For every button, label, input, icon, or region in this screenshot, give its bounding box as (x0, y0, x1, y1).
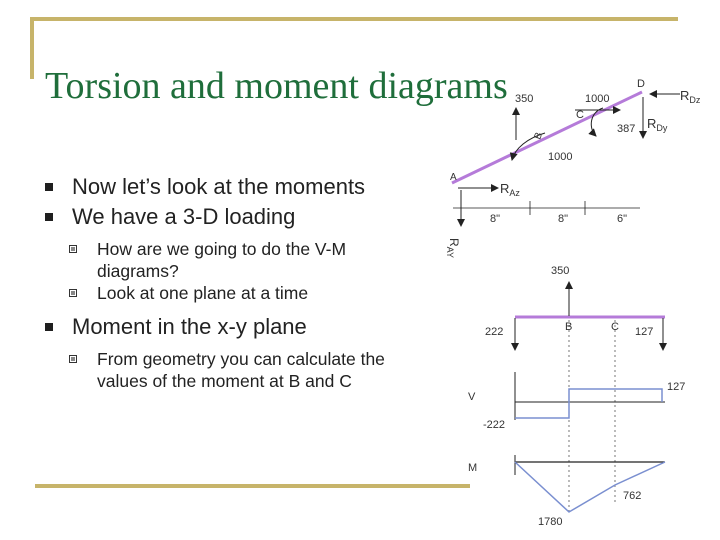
load-350-label: 350 (551, 265, 570, 277)
slide-title: Torsion and moment diagrams (45, 65, 508, 107)
force-1000-label: 1000 (585, 93, 610, 105)
shear-line (515, 389, 662, 418)
point-c-label: C (611, 321, 619, 333)
point-b-label: B (565, 321, 573, 333)
moment-line (515, 462, 665, 512)
label-d: D (637, 78, 645, 90)
load-127-label: 127 (635, 326, 654, 338)
dim-label-2: 8" (558, 213, 569, 225)
label-c: C (576, 109, 584, 121)
force-350-label: 350 (515, 93, 534, 105)
shaft-beam (452, 92, 642, 183)
raz-label: $R_{Az}$ (500, 181, 520, 198)
bullet-item: We have a 3-D loading (45, 202, 425, 232)
moment-1780-label: 1780 (538, 516, 563, 528)
sub-bullet-item: From geometry you can calculate the values of the moment at B and C (45, 348, 425, 392)
shear-axis-label: V (468, 391, 476, 403)
label-a: A (450, 172, 457, 183)
dim-label-1: 8" (490, 213, 501, 225)
dim-label-3: 6" (617, 213, 628, 225)
moment-axis-label: M (468, 462, 478, 474)
bullet-item: Moment in the x-y plane (45, 312, 425, 342)
sub-bullet-item: Look at one plane at a time (45, 282, 425, 304)
shear-127-label: 127 (667, 381, 686, 393)
rdz-label: $R_{Dz}$ (680, 88, 701, 105)
ray-label: $R_{AY}$ (445, 238, 461, 259)
rdy-label: $R_{Dy}$ (647, 116, 668, 133)
label-b-rotated: B (532, 130, 546, 142)
torque-387-label: 387 (617, 123, 636, 135)
load-222-label: 222 (485, 326, 504, 338)
shear-neg222-label: -222 (483, 419, 506, 431)
bullet-item: Now let’s look at the moments (45, 172, 425, 202)
sub-bullet-item: How are we going to do the V-M diagrams? (45, 238, 425, 282)
moment-762-label: 762 (623, 490, 642, 502)
torque-1000-label: 1000 (548, 151, 573, 163)
